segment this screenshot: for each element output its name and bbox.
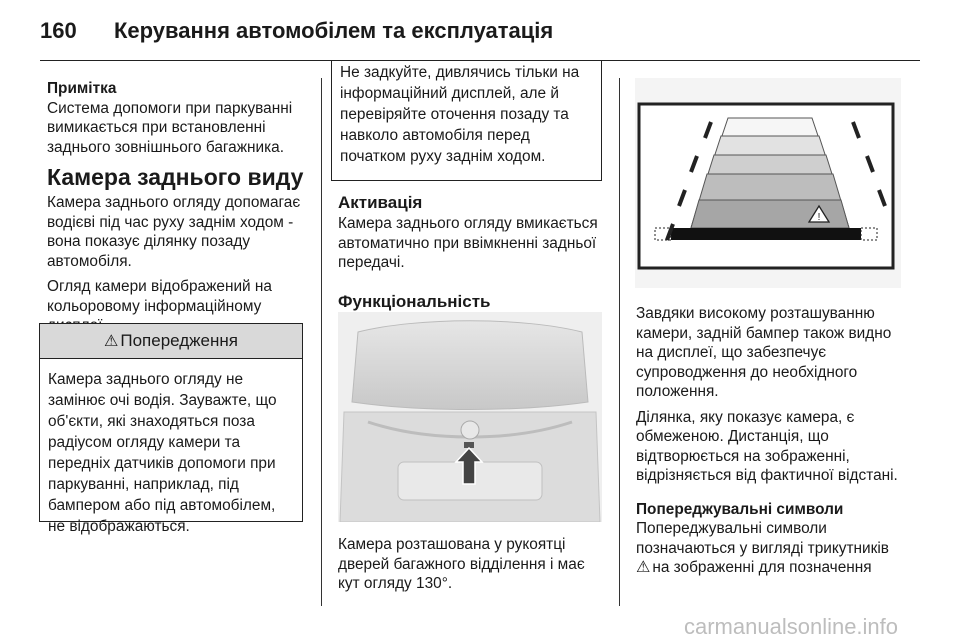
- tailgate-figure: [338, 312, 602, 522]
- paragraph-display: Огляд камери відображений на кольоровому інформаційному: [47, 278, 272, 315]
- watermark: carmanualsonline.info: [684, 614, 899, 639]
- column-3: [636, 304, 912, 578]
- camera-display-illustration: [635, 78, 901, 288]
- page-title: Керування автомобілем та експлуатація: [114, 18, 554, 43]
- activation-text: Камера заднього огляду вмикається автоматично при ввімкненні задньої передачі.: [338, 215, 598, 271]
- page-header: [40, 18, 553, 44]
- tailgate-illustration: [338, 312, 602, 522]
- page-number: 160: [40, 18, 77, 43]
- warning-box-continued: [331, 60, 602, 181]
- figure-caption: [338, 535, 610, 594]
- function-title: Функціональність: [338, 291, 491, 311]
- column-1: [47, 79, 309, 336]
- paragraph-intro: Камера заднього огляду допомагає водієві під час руху заднім ходом - вона показує ділянку позаду автомобіля.: [47, 194, 301, 270]
- column-2: [338, 192, 610, 313]
- warning-triangle-icon: ⚠: [636, 559, 651, 576]
- paragraph-bumper: Завдяки високому розташуванню камери, задній бампер також видно на дисплеї, що забезпечує супроводження до необхідного положення.: [636, 305, 892, 400]
- warning-box: [39, 323, 303, 535]
- section-title: Камера заднього виду: [47, 164, 304, 190]
- warn-symbols-text-2: на зображенні для позначення: [652, 559, 872, 576]
- warning-text: Камера заднього огляду не замінює очі водія. Зауважте, що об'єкти, які знаходяться поза радіусом огляду камери та передніх датчиків допомоги при паркуванні, наприклад, під бампером або під автомобілем, не відображаються.: [48, 371, 277, 535]
- paragraph-area: Ділянка, яку показує камера, є обмеженою. Дистанція, що відтворюється на зображенні, відрізняється від фактичної відстані.: [636, 408, 898, 484]
- warning-title: Попередження: [120, 331, 238, 350]
- warn-symbols-text: Попереджувальні символи позначаються у вигляді трикутників: [636, 520, 889, 557]
- column-divider-1: [321, 78, 322, 606]
- warn-symbols-title: Попереджувальні символи: [636, 500, 844, 518]
- svg-text:!: !: [817, 212, 821, 223]
- warning-triangle-icon: ⚠: [104, 333, 119, 350]
- column-divider-2: [619, 78, 620, 606]
- note-title: Примітка: [47, 80, 117, 97]
- camera-display-figure: [635, 78, 901, 288]
- warning-cont-text: Не задкуйте, дивлячись тільки на інформаційний дисплей, але й перевіряйте оточення позаду та навколо автомобіля перед початком руху заднім ходом.: [340, 64, 580, 165]
- activation-title: Активація: [338, 193, 423, 212]
- caption-text: Камера розташована у рукоятці дверей багажного відділення і має кут огляду 130°.: [338, 536, 585, 592]
- warning-header: [40, 323, 302, 359]
- note-text: Система допомоги при паркуванні вимикається при встановленні заднього зовнішнього багажника.: [47, 99, 293, 156]
